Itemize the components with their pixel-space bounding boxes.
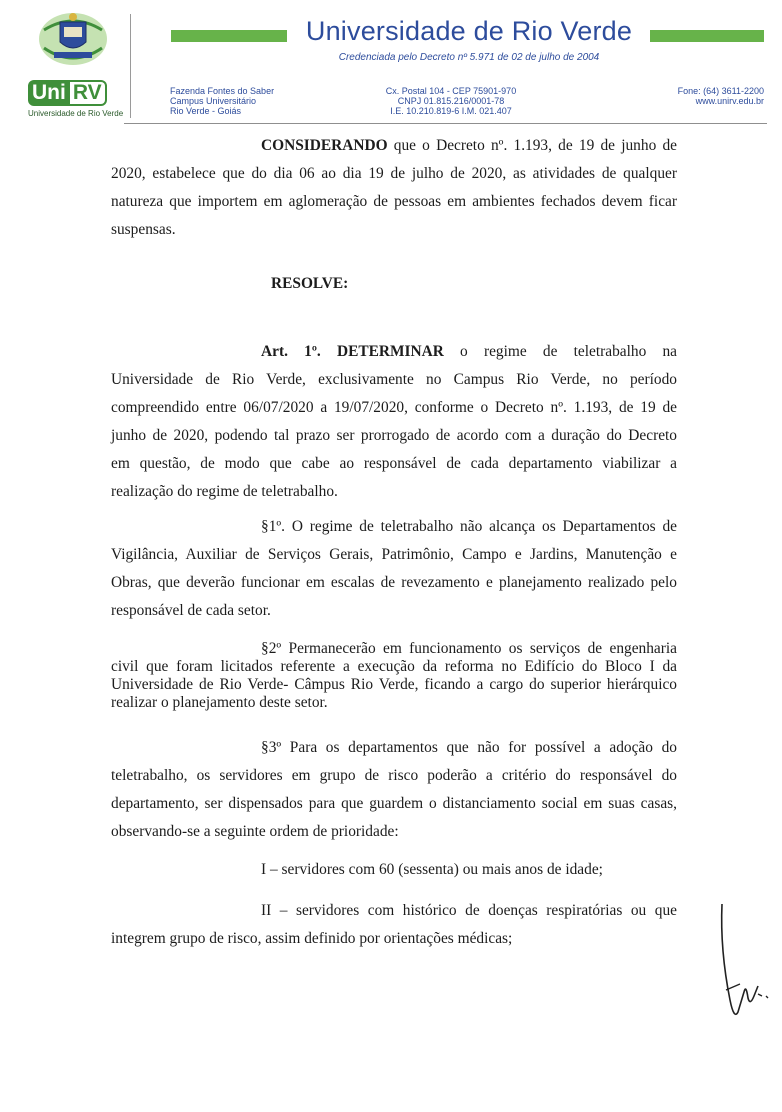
paragraph-2 — [111, 640, 677, 712]
paragraph-line: compreendido entre 06/07/2020 a 19/07/2020, conforme o Decreto nº. 1.193, de 19 de — [111, 399, 677, 416]
paragraph-line: realização do regime de teletrabalho. — [111, 483, 338, 500]
paragraph-3 — [111, 734, 677, 846]
item-1 — [111, 856, 677, 884]
registry-line: I.E. 10.210.819-6 I.M. 021.407 — [390, 106, 512, 116]
paragraph-line: realizar o planejamento deste setor. — [111, 694, 328, 711]
paragraph-line: responsável de cada setor. — [111, 602, 271, 619]
header-green-bar-right — [650, 30, 764, 42]
paragraph-line: Vigilância, Auxiliar de Serviços Gerais, Patrimônio, Campo e Jardins, Manutenção e — [111, 546, 677, 563]
resolve-heading-wrap — [111, 270, 677, 298]
paragraph-line: CONSIDERANDO que o Decreto nº. 1.193, de 19 de junho de — [261, 137, 677, 154]
university-seal — [36, 8, 110, 70]
unirv-logo — [28, 80, 124, 118]
paragraph-line: junho de 2020, podendo tal prazo ser prorrogado de acordo com a duração do Decreto — [111, 427, 677, 444]
paragraph-line: departamento, ser dispensados para que guardem o distanciamento social em suas casas, — [111, 795, 677, 812]
address-line: Campus Universitário — [170, 96, 257, 106]
paragraph-line: em questão, de modo que cabe ao responsável de cada departamento viabilizar a — [111, 455, 677, 472]
handwritten-initials — [700, 900, 772, 1030]
university-name: Universidade de Rio Verde — [305, 16, 633, 46]
paragraph-1 — [111, 513, 677, 625]
paragraph-line: §1º. O regime de teletrabalho não alcança os Departamentos de — [261, 518, 677, 535]
considerando-paragraph — [111, 132, 677, 244]
registry-block — [376, 86, 526, 116]
header-green-bar-left — [171, 30, 287, 42]
accreditation-line: Credenciada pelo Decreto nº 5.971 de 02 de julho de 2004 — [338, 52, 600, 63]
paragraph-line: II – servidores com histórico de doenças respiratórias ou que — [261, 902, 677, 919]
phone: Fone: (64) 3611-2200 — [677, 86, 764, 96]
logo-uni-text: Uni — [28, 80, 70, 106]
paragraph-line: integrem grupo de risco, assim definido por orientações médicas; — [111, 930, 513, 947]
website: www.unirv.edu.br — [695, 96, 764, 106]
paragraph-line: suspensas. — [111, 221, 176, 238]
paragraph-line: observando-se a seguinte ordem de prioridade: — [111, 823, 399, 840]
address-line: Fazenda Fontes do Saber — [170, 86, 275, 96]
paragraph-line: §2º Permanecerão em funcionamento os serviços de engenharia — [261, 640, 677, 657]
registry-line: Cx. Postal 104 - CEP 75901-970 — [385, 86, 517, 96]
paragraph-line: I – servidores com 60 (sessenta) ou mais anos de idade; — [261, 861, 603, 878]
logo-rv-text: RV — [70, 80, 107, 106]
article-1-lead: Art. 1º. DETERMINAR — [261, 343, 444, 360]
resolve-heading: RESOLVE: — [271, 275, 349, 292]
registry-line: CNPJ 01.815.216/0001-78 — [397, 96, 505, 106]
article-1 — [111, 338, 677, 506]
address-line: Rio Verde - Goiás — [170, 106, 242, 116]
address-block — [170, 86, 274, 116]
paragraph-line: teletrabalho, os servidores em grupo de risco poderão a critério do responsável do — [111, 767, 677, 784]
considerando-lead: CONSIDERANDO — [261, 137, 388, 154]
item-2 — [111, 897, 677, 953]
header-divider-vertical — [130, 14, 131, 118]
paragraph-line: Universidade de Rio Verde- Câmpus Rio Verde, ficando a cargo do superior hierárquico — [111, 676, 677, 693]
paragraph-line: Art. 1º. DETERMINAR o regime de teletrabalho na — [261, 343, 677, 360]
paragraph-line: civil que foram licitados referente a execução da reforma no Edifício do Bloco I da — [111, 658, 677, 675]
paragraph-line: Universidade de Rio Verde, exclusivamente no Campus Rio Verde, no período — [111, 371, 677, 388]
paragraph-line: natureza que importem em aglomeração de pessoas em ambientes fechados devem ficar — [111, 193, 677, 210]
logo-caption: Universidade de Rio Verde — [28, 109, 124, 118]
paragraph-line: §3º Para os departamentos que não for possível a adoção do — [261, 739, 677, 756]
header-divider-horizontal — [124, 123, 767, 124]
contact-block — [678, 86, 764, 106]
paragraph-line: Obras, que deverão funcionar em escalas de revezamento e planejamento realizado pelo — [111, 574, 677, 591]
paragraph-line: 2020, estabelece que do dia 06 ao dia 19 de julho de 2020, as atividades de qualquer — [111, 165, 677, 182]
